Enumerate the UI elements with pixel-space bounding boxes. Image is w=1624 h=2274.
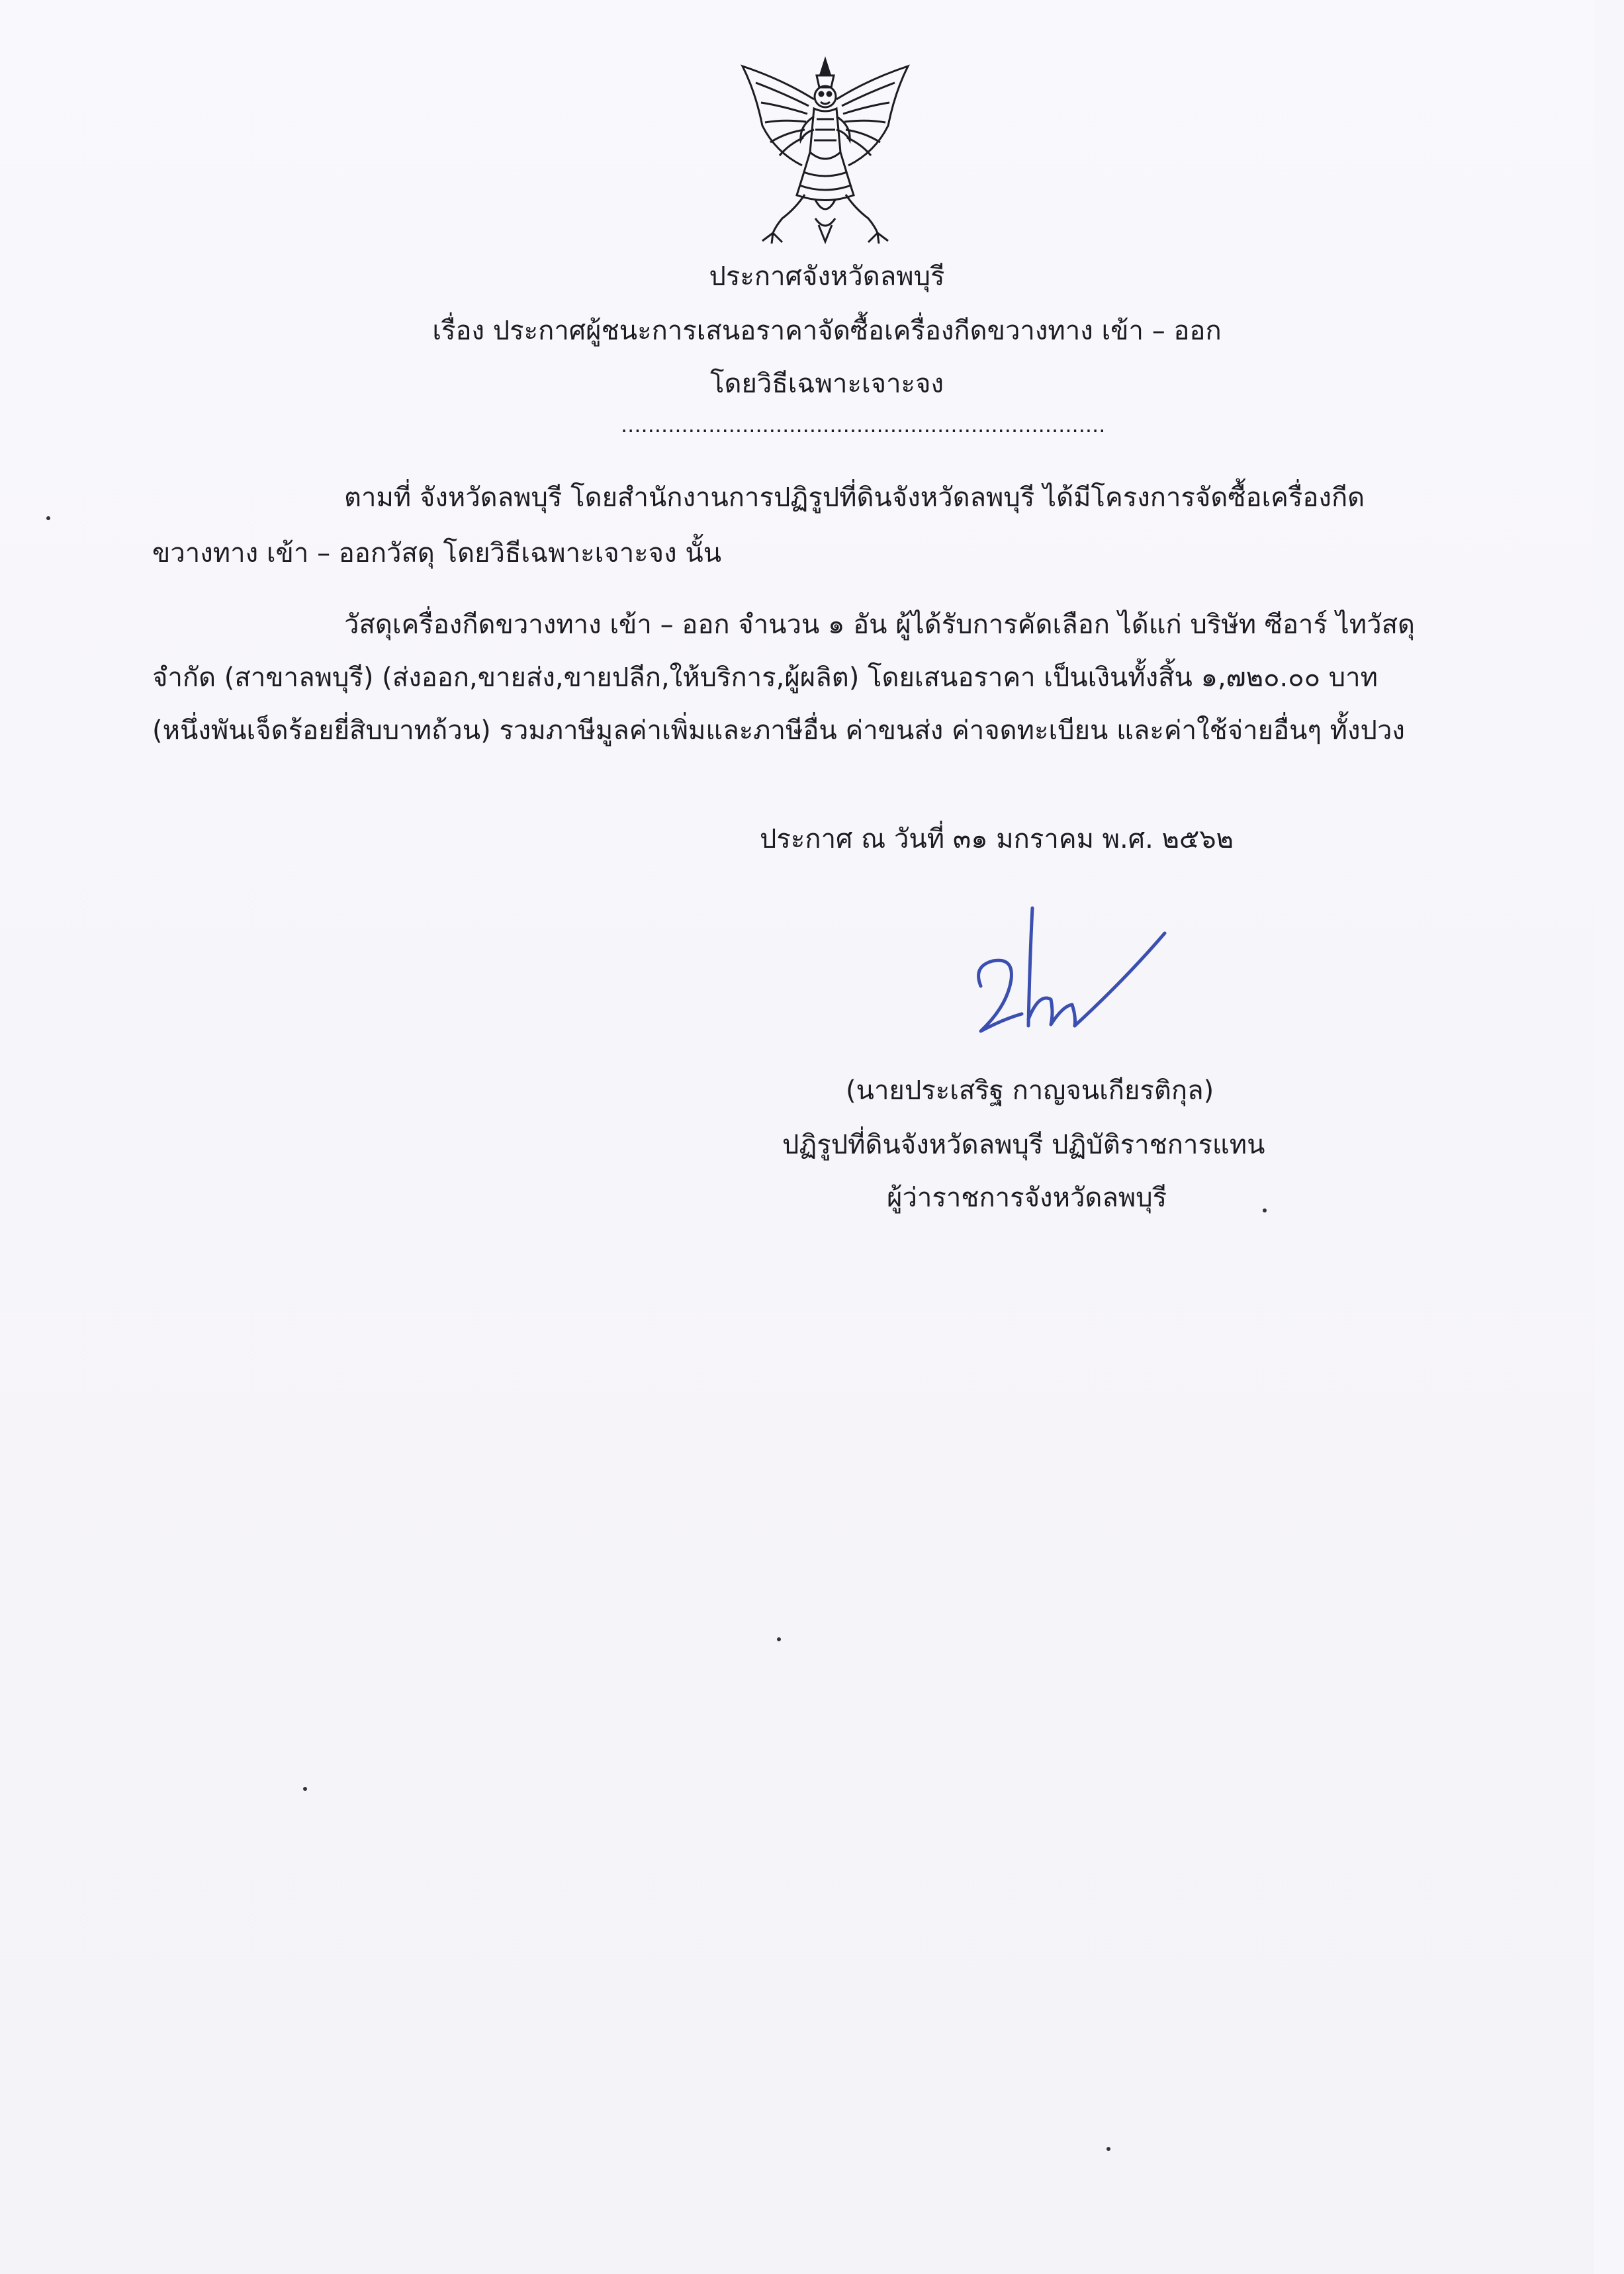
announcement-method: โดยวิธีเฉพาะเจาะจง bbox=[709, 369, 944, 399]
scan-speck bbox=[1263, 1208, 1267, 1212]
paragraph2-line2: จำกัด (สาขาลพบุรี) (ส่งออก,ขายส่ง,ขายปลีก,ให้บริการ,ผู้ผลิต) โดยเสนอราคา เป็นเงินทั้งสิ้น ๑,๗๒๐.๐๐ บาท bbox=[152, 662, 1378, 693]
separator-dots: ........................................................................ bbox=[621, 412, 1106, 437]
announcement-subject: เรื่อง ประกาศผู้ชนะการเสนอราคาจัดซื้อเครื่องกีดขวางทาง เข้า – ออก bbox=[432, 316, 1222, 346]
handwritten-signature-icon bbox=[940, 900, 1171, 1052]
paragraph1-line2: ขวางทาง เข้า – ออกวัสดุ โดยวิธีเฉพาะเจาะจง นั้น bbox=[152, 538, 722, 568]
scan-speck bbox=[303, 1787, 307, 1791]
signatory-name: (นายประเสริฐ กาญจนเกียรติกุล) bbox=[846, 1075, 1214, 1106]
announcement-title: ประกาศจังหวัดลพบุรี bbox=[709, 261, 945, 292]
signatory-authority: ผู้ว่าราชการจังหวัดลพบุรี bbox=[887, 1183, 1167, 1213]
announcement-date: ประกาศ ณ วันที่ ๓๑ มกราคม พ.ศ. ๒๕๖๒ bbox=[760, 824, 1234, 854]
paragraph1-line1: ตามที่ จังหวัดลพบุรี โดยสำนักงานการปฏิรูปที่ดินจังหวัดลพบุรี ได้มีโครงการจัดซื้อเครื่องกีด bbox=[344, 482, 1365, 513]
scan-speck bbox=[46, 516, 50, 520]
signatory-position: ปฏิรูปที่ดินจังหวัดลพบุรี ปฏิบัติราชการแทน bbox=[782, 1130, 1265, 1160]
garuda-emblem-icon bbox=[736, 53, 915, 245]
scan-speck bbox=[1106, 2147, 1110, 2151]
scan-speck bbox=[777, 1637, 781, 1641]
paragraph2-line3: (หนึ่งพันเจ็ดร้อยยี่สิบบาทถ้วน) รวมภาษีมูลค่าเพิ่มและภาษีอื่น ค่าขนส่ง ค่าจดทะเบียน และค่าใช้จ่ายอื่นๆ ทั้งปวง bbox=[152, 715, 1405, 746]
paragraph2-line1: วัสดุเครื่องกีดขวางทาง เข้า – ออก จำนวน ๑ อัน ผู้ได้รับการคัดเลือก ได้แก่ บริษัท ซีอาร์ ไทวัสดุ bbox=[344, 610, 1415, 640]
